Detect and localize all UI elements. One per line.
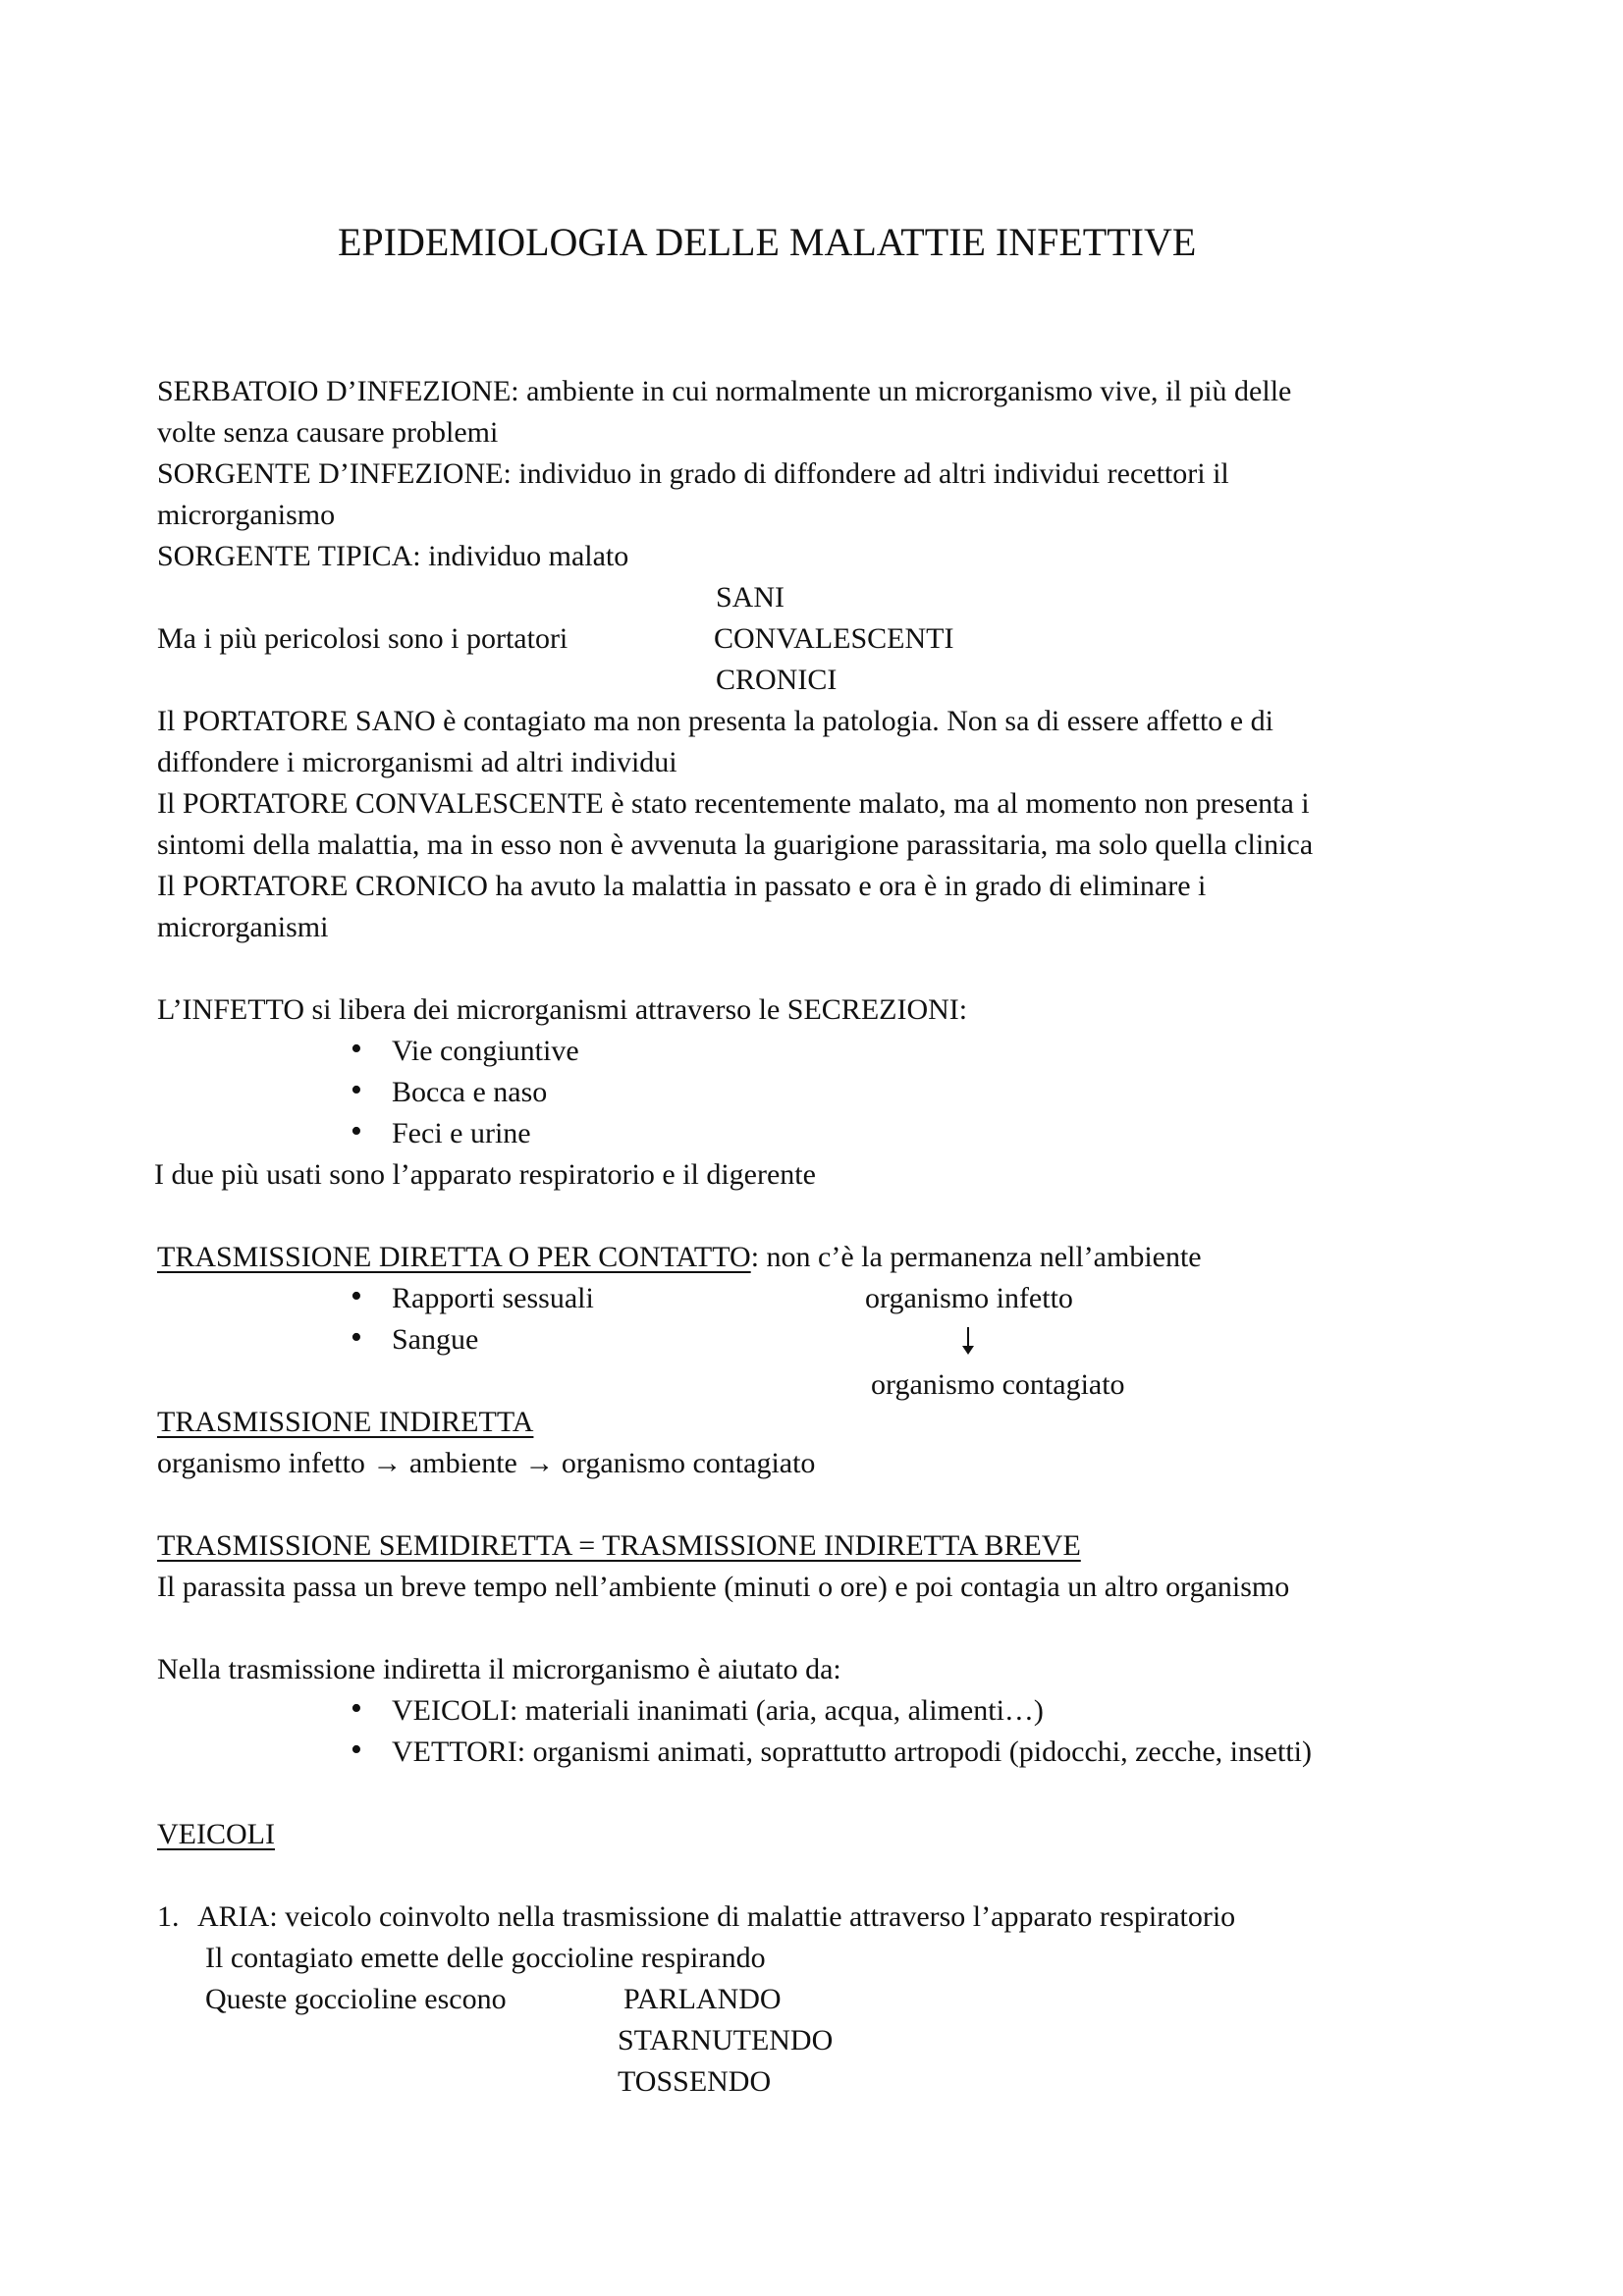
bullet-icon: • xyxy=(351,1732,362,1768)
trasmissione-semidiretta-heading: TRASMISSIONE SEMIDIRETTA = TRASMISSIONE INDIRETTA BREVE xyxy=(157,1529,1081,1562)
semidiretta-desc: Il parassita passa un breve tempo nell’ambiente (minuti o ore) e poi contagia un altro organismo xyxy=(157,1571,1290,1603)
aiuto-item-vettori: VETTORI: organismi animati, soprattutto artropodi (pidocchi, zecche, insetti) xyxy=(392,1735,1312,1768)
aria-mode: TOSSENDO xyxy=(618,2065,772,2098)
portatore-type-cronici: CRONICI xyxy=(716,664,838,696)
bullet-icon: • xyxy=(351,1690,362,1727)
portatore-convalescente-line-2: sintomi della malattia, ma in esso non è avvenuta la guarigione parassitaria, ma solo quella clinica xyxy=(157,828,1314,861)
secrezione-item: Bocca e naso xyxy=(392,1076,548,1108)
portatore-cronico-line-2: microrganismi xyxy=(157,911,329,943)
bullet-icon: • xyxy=(351,1319,362,1356)
bullet-icon: • xyxy=(351,1031,362,1067)
trasmissione-diretta-line xyxy=(157,1237,1202,1278)
secrezione-item: Feci e urine xyxy=(392,1117,531,1149)
aiuti-intro: Nella trasmissione indiretta il microrganismo è aiutato da: xyxy=(157,1653,841,1685)
diretta-target: organismo contagiato xyxy=(871,1368,1125,1401)
page-title: EPIDEMIOLOGIA DELLE MALATTIE INFETTIVE xyxy=(338,220,1197,264)
sorgente-definition-line-2: microrganismo xyxy=(157,499,336,531)
diretta-source: organismo infetto xyxy=(865,1282,1073,1314)
flow-step: organismo contagiato xyxy=(561,1447,816,1479)
portatore-convalescente-line-1: Il PORTATORE CONVALESCENTE è stato recentemente malato, ma al momento non presenta i xyxy=(157,787,1310,820)
flow-step: ambiente xyxy=(408,1447,517,1479)
serbatoio-definition-line-2: volte senza causare problemi xyxy=(157,416,499,449)
diretta-item: Sangue xyxy=(392,1323,479,1356)
aiuto-item-veicoli: VEICOLI: materiali inanimati (aria, acqua, alimenti…) xyxy=(392,1694,1044,1727)
indiretta-flow xyxy=(157,1443,815,1484)
aria-mode: PARLANDO xyxy=(623,1983,782,2015)
secrezioni-intro: L’INFETTO si libera dei microrganismi attraverso le SECREZIONI: xyxy=(157,993,968,1026)
aria-line-1: ARIA: veicolo coinvolto nella trasmissione di malattie attraverso l’apparato respiratorio xyxy=(197,1900,1236,1933)
portatore-type-convalescenti: CONVALESCENTI xyxy=(714,622,954,655)
aria-line-3: Queste goccioline escono xyxy=(205,1983,507,2015)
portatore-sano-line-2: diffondere i microrganismi ad altri individui xyxy=(157,746,677,778)
serbatoio-definition-line-1: SERBATOIO D’INFEZIONE: ambiente in cui normalmente un microrganismo vive, il più delle xyxy=(157,375,1292,407)
secrezioni-note: I due più usati sono l’apparato respiratorio e il digerente xyxy=(154,1158,816,1191)
veicoli-heading: VEICOLI xyxy=(157,1818,275,1850)
bullet-icon: • xyxy=(351,1113,362,1149)
portatori-intro: Ma i più pericolosi sono i portatori xyxy=(157,622,568,655)
secrezione-item: Vie congiuntive xyxy=(392,1035,579,1067)
diretta-item: Rapporti sessuali xyxy=(392,1282,594,1314)
sorgente-tipica-line: SORGENTE TIPICA: individuo malato xyxy=(157,540,629,572)
portatore-type-sani: SANI xyxy=(716,581,785,614)
sorgente-definition-line-1: SORGENTE D’INFEZIONE: individuo in grado di diffondere ad altri individui recettori il xyxy=(157,457,1229,490)
trasmissione-diretta-desc: : non c’è la permanenza nell’ambiente xyxy=(750,1241,1202,1273)
aria-line-2: Il contagiato emette delle goccioline respirando xyxy=(205,1942,766,1974)
aria-item-number: 1. xyxy=(157,1900,180,1933)
portatore-sano-line-1: Il PORTATORE SANO è contagiato ma non presenta la patologia. Non sa di essere affetto e di xyxy=(157,705,1273,737)
portatore-cronico-line-1: Il PORTATORE CRONICO ha avuto la malattia in passato e ora è in grado di eliminare i xyxy=(157,870,1207,902)
right-arrow-icon: → xyxy=(516,1447,562,1479)
trasmissione-diretta-heading: TRASMISSIONE DIRETTA O PER CONTATTO xyxy=(157,1241,751,1273)
right-arrow-icon: → xyxy=(364,1447,409,1479)
trasmissione-indiretta-heading: TRASMISSIONE INDIRETTA xyxy=(157,1406,534,1438)
aria-mode: STARNUTENDO xyxy=(618,2024,834,2056)
bullet-icon: • xyxy=(351,1278,362,1314)
down-arrow-icon xyxy=(967,1327,969,1353)
bullet-icon: • xyxy=(351,1072,362,1108)
flow-step: organismo infetto xyxy=(157,1447,365,1479)
